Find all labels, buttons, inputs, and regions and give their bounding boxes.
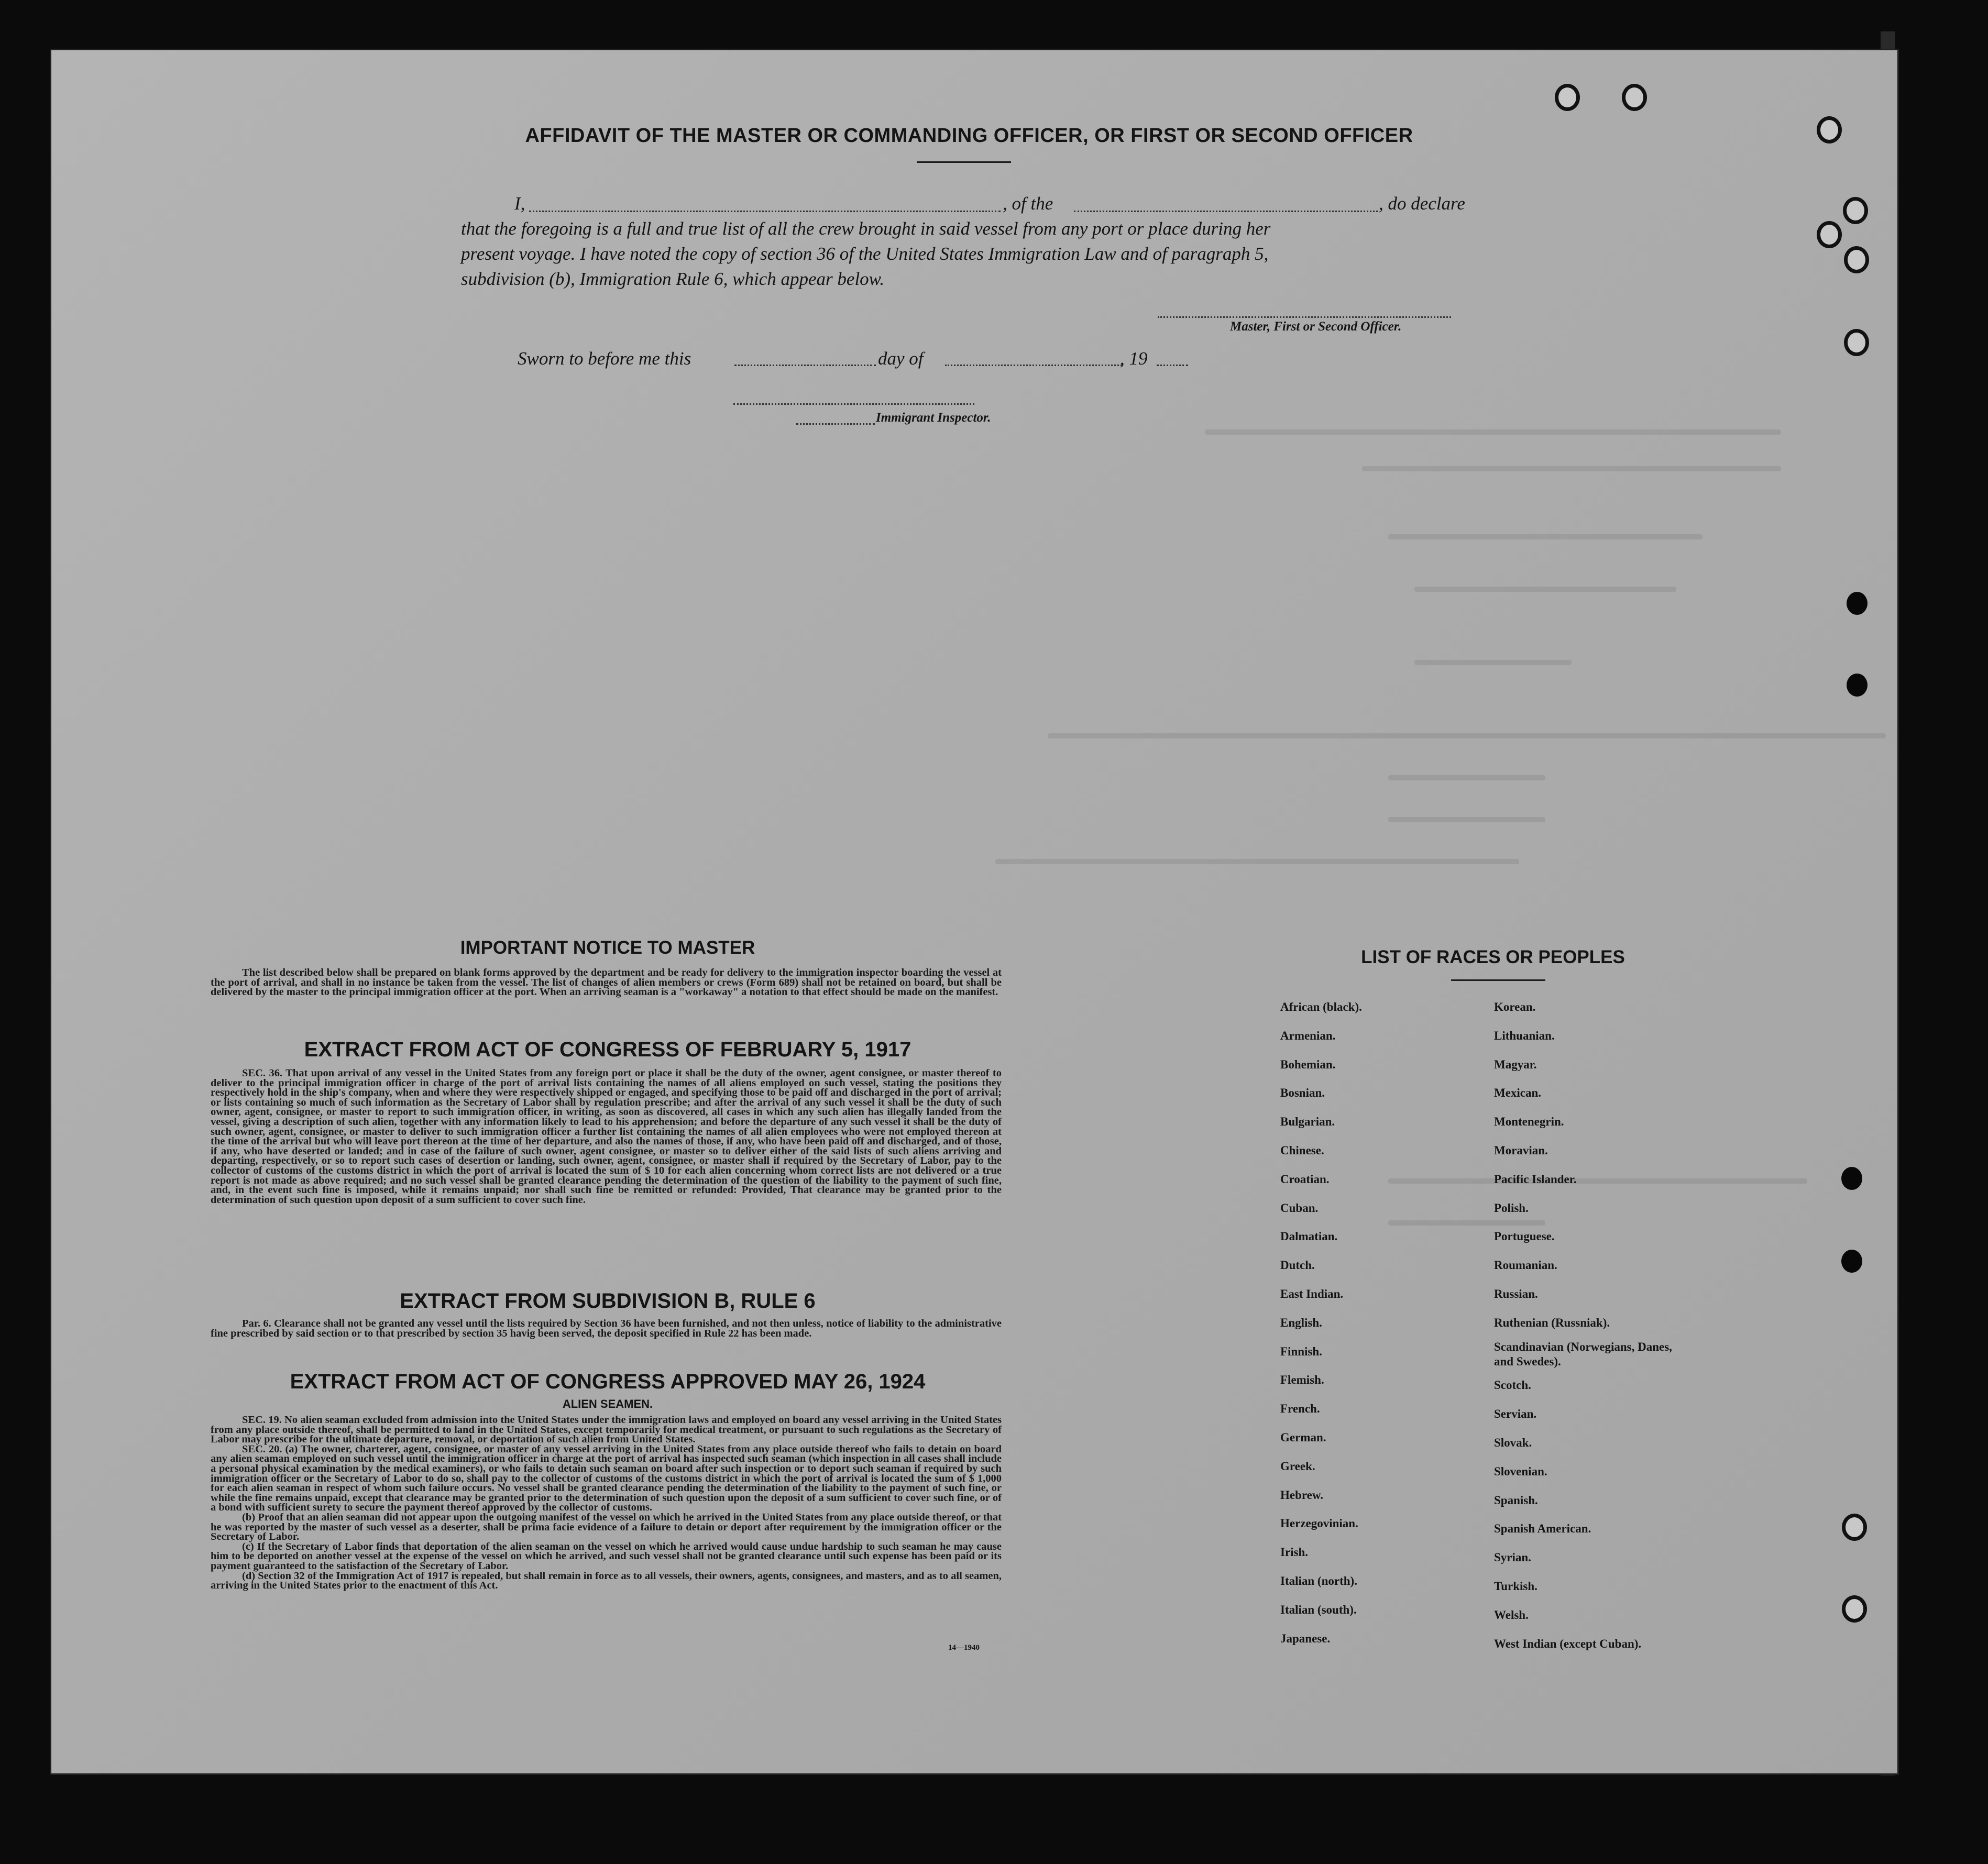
punch-hole-icon [1843,197,1868,224]
extract-1924-paragraph: (b) Proof that an alien seaman did not appear upon the outgoing manifest of the vessel on which he arrived in the United States from any place outside thereof, or that he was reported by the master of such vessel as a deserter, shall be prima facie evidence of a failure to detain or deport after requirement by the immigration officer or the Secretary of Labor. [211,1511,1002,1543]
inspector-caption: Immigrant Inspector. [876,411,991,425]
extract-1917-body [211,1068,1002,1205]
race-item: Bulgarian. [1280,1115,1335,1128]
race-item: Russian. [1494,1287,1538,1300]
inspector-signature-line-2 [796,423,875,425]
notice-body [211,968,1002,997]
race-item: Japanese. [1280,1632,1331,1645]
notice-title: IMPORTANT NOTICE TO MASTER [460,937,755,958]
race-item: Bohemian. [1280,1058,1336,1071]
affidavit-i: I, [514,193,525,214]
race-item: Bosnian. [1280,1086,1325,1099]
punch-hole-icon [1841,1250,1862,1273]
month-line [945,365,1122,366]
extract-rule6-body [211,1319,1002,1338]
race-item: Herzegovinian. [1280,1517,1358,1530]
race-item: Roumanian. [1494,1259,1557,1272]
race-item: Slovenian. [1494,1465,1547,1478]
extract-1924-subtitle: ALIEN SEAMEN. [562,1397,653,1410]
punch-hole-icon [1841,1167,1862,1190]
notice-paragraph: The list described below shall be prepared on blank forms approved by the department and be ready for delivery to the immigration inspector boarding the vessel at the port of arrival, and shall in no instance be taken from the vessel. The list of changes of alien members or crews (Form 689) shall not be retained on board, but shall be delivered by the master to the principal immigration officer at the port. When an arriving seaman is a "workaway" a notation to that effect should be made on the manifest. [211,967,1002,998]
punch-hole-icon [1842,1595,1867,1623]
extract-rule6-title: EXTRACT FROM SUBDIVISION B, RULE 6 [400,1289,816,1312]
race-item: Croatian. [1280,1173,1330,1186]
race-item: Italian (south). [1280,1603,1357,1616]
race-item: Scotch. [1494,1378,1531,1392]
race-item: Dutch. [1280,1259,1315,1272]
races-title: LIST OF RACES OR PEOPLES [1361,947,1625,967]
form-number: 14—1940 [948,1644,980,1652]
race-item: Flemish. [1280,1373,1324,1386]
extract-1924-paragraph: (c) If the Secretary of Labor finds that deportation of the alien seaman on the vessel on which he arrived would cause undue hardship to such seaman he may cause him to be deported on another vessel at the expense of the vessel on which he arrived, and such vessel shall not be granted clearance until such expense has been paid or its payment guaranteed to the satisfaction of the Secretary of Labor. [211,1540,1002,1572]
sworn-day-line [734,365,876,366]
race-item: Mexican. [1494,1086,1542,1099]
race-item: Moravian. [1494,1144,1548,1157]
master-signature-line [1158,316,1451,318]
punch-hole-icon [1555,84,1580,111]
race-item: Turkish. [1494,1580,1537,1593]
punch-hole-icon [1844,329,1869,356]
year-prefix: , 19 [1120,348,1148,369]
affidavit-line-2: that the foregoing is a full and true list of all the crew brought in said vessel from any port or place during her [461,218,1271,239]
affidavit-line-3: present voyage. I have noted the copy of section 36 of the United States Immigration Law and of paragraph 5, [461,244,1269,264]
race-item: Cuban. [1280,1201,1319,1215]
extract-1924-title: EXTRACT FROM ACT OF CONGRESS APPROVED MAY 26, 1924 [290,1370,926,1393]
race-item: Hebrew. [1280,1488,1323,1502]
race-item: English. [1280,1316,1322,1329]
race-item: Welsh. [1494,1608,1529,1622]
race-item: German. [1280,1431,1326,1444]
extract-1924-paragraph: SEC. 20. (a) The owner, charterer, agent, consignee, or master of any vessel arriving in the United States from any place outside thereof who fails to detain on board any alien seaman employed on such vessel until the immigration officer in charge at the port of arrival has inspected such seaman (which inspection in all cases shall include a personal physical examination by the medical examiners), or who fails to detain such seaman on board after such inspection or to deport such seaman if required by such immigration officer or the Secretary of Labor to do so, shall pay to the collector of customs of the customs district in which the port of arrival is located the sum of $ 1,000 for each alien seaman in respect of whom such failure occurs. No vessel shall be granted clearance pending the determination of the liability to the payment of such fine, or while the fine remains unpaid, except that clearance may be granted prior to the determination of such question upon the deposit of a sum sufficient to cover such fine, or of a bond with sufficient surety to secure the payment thereof approved by the collector of customs. [211,1443,1002,1514]
race-item: Lithuanian. [1494,1029,1555,1042]
race-item: Portuguese. [1494,1230,1555,1243]
races-title-rule [1451,979,1545,981]
vessel-blank-line [1074,211,1378,212]
race-item: Pacific Islander. [1494,1173,1577,1186]
race-item: Slovak. [1494,1436,1532,1449]
affidavit-title: AFFIDAVIT OF THE MASTER OR COMMANDING OFFICER, OR FIRST OR SECOND OFFICER [525,125,1413,147]
race-item: Irish. [1280,1546,1309,1559]
year-line [1157,365,1188,366]
race-item: Greek. [1280,1460,1315,1473]
extract-1924-paragraph: (d) Section 32 of the Immigration Act of 1917 is repealed, but shall remain in force as to all vessels, their owners, agents, consignees, and masters, and as to all seamen, arriving in the United States prior to the enactment of this Act. [211,1570,1002,1592]
affidavit-do-declare: , do declare [1379,193,1465,214]
extract-1924-paragraph: SEC. 19. No alien seaman excluded from admission into the United States under the immigration laws and employed on board any vessel arriving in the United States from any place outside thereof, shall be permitted to land in the United States, except temporarily for medical treatment, or pursuant to such regulations as the Secretary of Labor may prescribe for the ultimate departure, removal, or deportation of such alien from United States. [211,1414,1002,1446]
name-blank-line [529,211,1001,212]
extract-1917-paragraph: SEC. 36. That upon arrival of any vessel in the United States from any foreign port or place it shall be the duty of the owner, agent consignee, or master thereof to deliver to the principal immigration officer in charge of the port of arrival lists containing the names of all aliens employed on such vessel, stating the positions they respectively hold in the ship's company, when and where they were respectively shipped or engaged, and specifying those to be paid off and discharged in the port of arrival; or lists containing so much of such information as the Secretary of Labor shall by regulation prescribe; and after the arrival of any such vessel it shall be the duty of such owner, agent, consignee, or master to report to such immigration officer, in writing, as soon as discovered, all cases in which any such alien has illegally landed from the vessel, giving a description of such alien, together with any information likely to lead to his apprehension; and before the departure of any such vessel it shall be the duty of such owner, agent, consignee, or master to deliver to such immigration officer a further list containing the names of all alien employees who were not employed thereon at the time of the arrival but who will leave port thereon at the time of her departure, and also the names of those, if any, who have been paid off and discharged, and of those, if any, who have deserted or landed; and in case of the failure of such owner, agent consignee, or master so to deliver either of the said lists of such aliens arriving and departing, respectively, or so to report such cases of desertion or landing, such owner, agent, consignee, or master shall if required by the Secretary of Labor, pay to the collector of customs of the customs district in which the port of arrival is located the sum of $ 10 for each alien concerning whom correct lists are not delivered or a true report is not made as above required; and no such vessel shall be granted clearance pending the determination of the question of the liability to the payment of such fine, and, in the event such fine is imposed, while it remains unpaid; nor shall such fine be remitted or refunded: Provided, That clearance may be granted prior to the determination of such question upon deposit of a sum sufficient to cover such fine. [211,1067,1002,1206]
race-item: Servian. [1494,1407,1537,1420]
race-item: Spanish American. [1494,1522,1591,1535]
affidavit-line-4: subdivision (b), Immigration Rule 6, which appear below. [461,269,885,289]
race-item: Chinese. [1280,1144,1324,1157]
race-item: West Indian (except Cuban). [1494,1637,1642,1650]
punch-hole-icon [1844,246,1869,273]
punch-hole-icon [1817,221,1842,248]
race-item: Dalmatian. [1280,1230,1338,1243]
race-item: Magyar. [1494,1058,1537,1071]
punch-hole-icon [1817,116,1842,144]
race-item: French. [1280,1402,1320,1415]
punch-hole-icon [1622,84,1647,111]
affidavit-of-the: , of the [1003,193,1053,214]
race-item: African (black). [1280,1000,1362,1013]
race-item: Syrian. [1494,1551,1531,1564]
inspector-signature-line [733,403,974,405]
master-caption: Master, First or Second Officer. [1230,319,1402,334]
extract-1917-title: EXTRACT FROM ACT OF CONGRESS OF FEBRUARY 5, 1917 [304,1038,911,1061]
race-item: Polish. [1494,1201,1529,1215]
race-item: East Indian. [1280,1287,1344,1300]
day-of-label: day of [878,348,924,369]
race-item: Montenegrin. [1494,1115,1564,1128]
affidavit-title-rule [917,161,1011,163]
race-item: Korean. [1494,1000,1536,1013]
race-item: Spanish. [1494,1494,1538,1507]
extract-1924-body [211,1415,1002,1591]
race-item: Ruthenian (Russniak). [1494,1316,1610,1329]
punch-hole-icon [1847,674,1868,697]
race-item: Armenian. [1280,1029,1336,1042]
race-item: Finnish. [1280,1345,1322,1358]
extract-rule6-paragraph: Par. 6. Clearance shall not be granted any vessel until the lists required by Section 36 have been furnished, and not then unless, notice of liability to the administrative fine prescribed by said section or to that prescribed by section 35 havig been served, the deposit specified in Rule 22 has been made. [211,1318,1002,1339]
sworn-label: Sworn to before me this [518,348,691,369]
race-item: Italian (north). [1280,1574,1357,1587]
race-item: Scandinavian (Norwegians, Danes, and Swedes). [1494,1340,1672,1368]
punch-hole-icon [1842,1514,1867,1541]
punch-hole-icon [1847,592,1868,615]
